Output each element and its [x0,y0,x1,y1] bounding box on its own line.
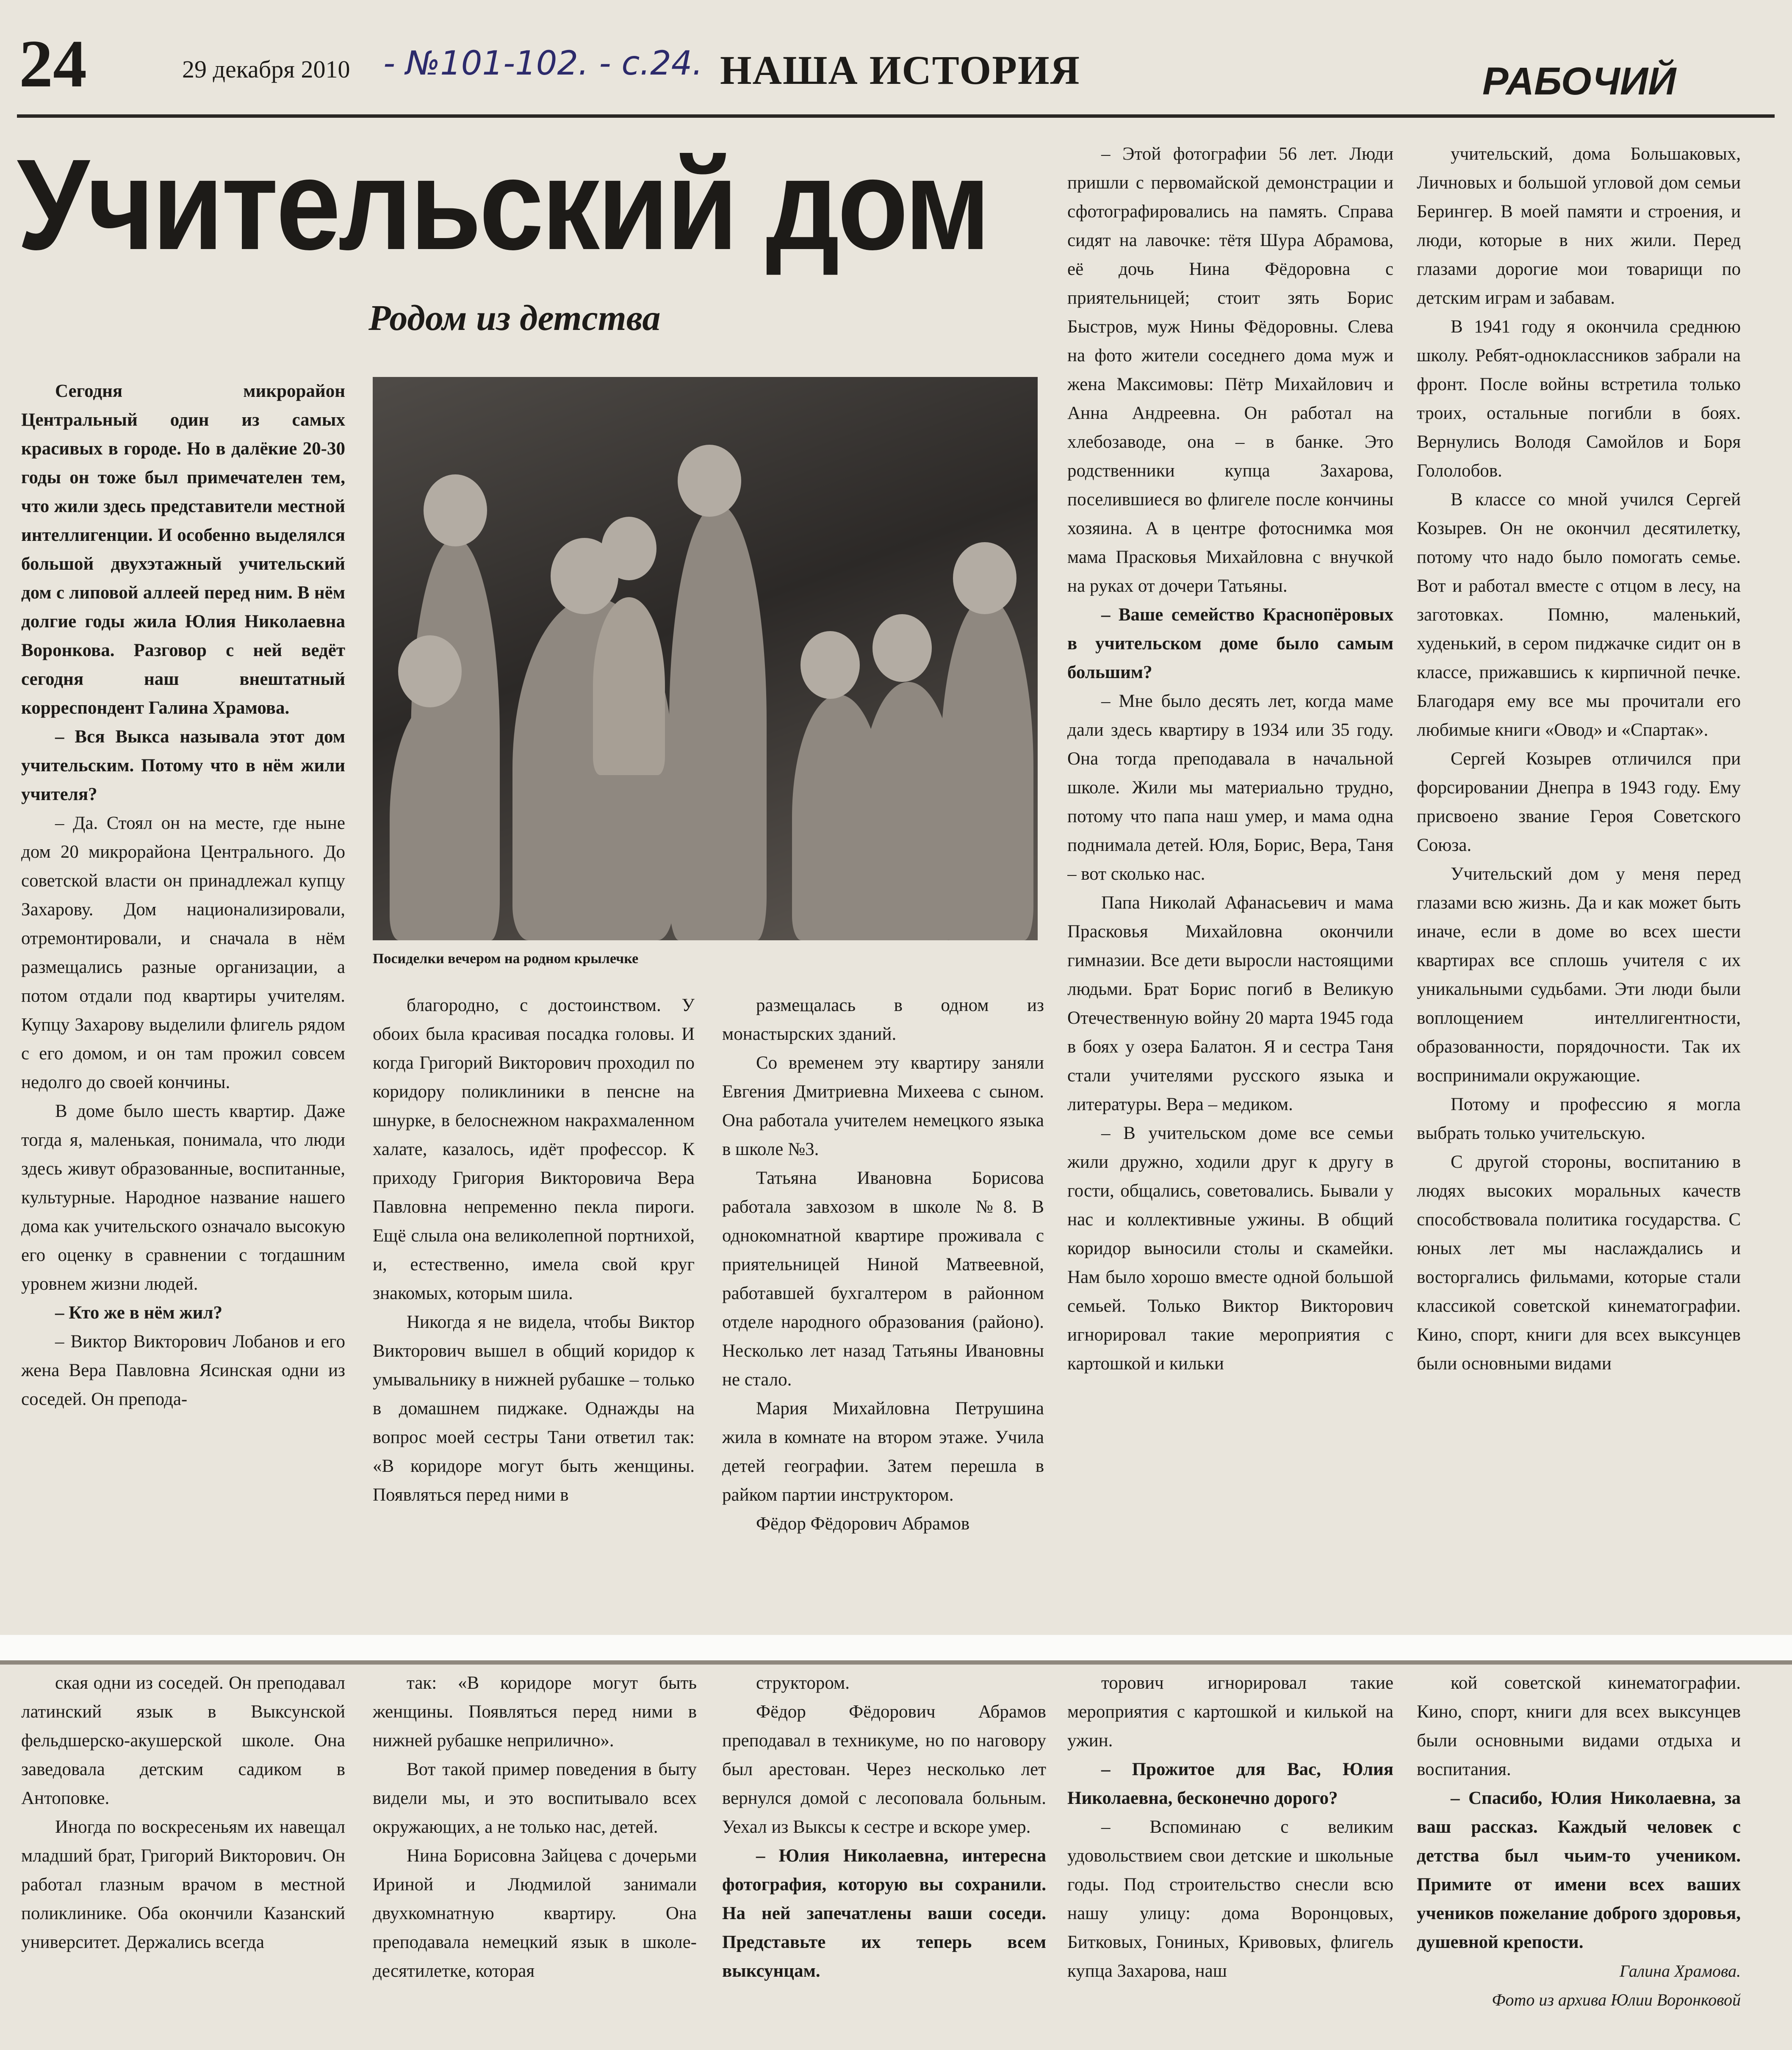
paragraph: – Кто же в нём жил? [55,1303,223,1323]
article-column-1 [21,377,345,1635]
paragraph: – Виктор Викторович Лобанов и его жена Вера Павловна Ясинская одни из соседей. Он препода- [21,1332,345,1409]
paragraph: кой советской кинематографии. Кино, спорт, книги для всех выксунцев были основными видами отдыха и воспитания. [1417,1673,1741,1779]
paragraph: В 1941 году я окончила среднюю школу. Ребят-одноклассников забрали на фронт. После войны встретила только троих, остальные погибли в боях. Вернулись Володя Самойлов и Боря Гололобов. [1417,317,1741,481]
photo-credit: Фото из архива Юлии Воронковой [1492,1990,1741,2009]
paragraph: – Вся Выкса называла этот дом учительским. Потому что в нём жили учителя? [21,727,345,804]
paragraph: так: «В коридоре могут быть женщины. Появляться перед ними в нижней рубашке неприлично». [373,1673,697,1751]
paragraph: размещалась в одном из монастырских зданий. [722,995,1044,1044]
paragraph: Сегодня микрорайон Центральный один из самых красивых в городе. Но в далёкие 20-30 годы он тоже был примечателен тем, что жили здесь представители местной интеллигенции. И особенно выделялся большой двухэтажный учительский дом с липовой аллеей перед ним. В нём долгие годы жила Юлия Николаевна Воронкова. Разговор с ней ведёт сегодня наш внештатный корреспондент Галина Храмова. [21,381,345,718]
paragraph: – Прожитое для Вас, Юлия Николаевна, бесконечно дорого? [1067,1759,1393,1808]
paragraph: Сергей Козырев отличился при форсировании Днепра в 1943 году. Ему присвоено звание Героя Советского Союза. [1417,749,1741,855]
article-title: Учительский дом [17,132,989,277]
paragraph: Фёдор Фёдорович Абрамов преподавал в техникуме, но по наговору был арестован. Через несколько лет вернулся домой с лесоповала больным. Уехал из Выксы к сестре и вскоре умер. [722,1702,1046,1837]
paragraph: – Юлия Николаевна, интересна фотография, которую вы сохранили. На ней запечатлены ваши соседи. Представьте их теперь всем выксунцам. [722,1846,1046,1981]
paragraph: – Ваше семейство Краснопёровых в учительском доме было самым большим? [1067,605,1393,682]
page-number: 24 [19,26,87,101]
paragraph: Папа Николай Афанасьевич и мама Прасковья Михайловна окончили гимназии. Все дети выросли настоящими людьми. Брат Борис погиб в Великую Отечественную войну 20 марта 1945 года в боях у озера Балатон. Я и сестра Таня стали учителями русского языка и литературы. Вера – медиком. [1067,893,1393,1114]
article-column-4 [1067,140,1393,1635]
paragraph: Со временем эту квартиру заняли Евгения Дмитриевна Михеева с сыном. Она работала учителем немецкого языка в школе №3. [722,1053,1044,1159]
paragraph: – Спасибо, Юлия Николаевна, за ваш рассказ. Каждый человек с детства был чьим-то учеником. Примите от имени всех ваших учеников пожелание доброго здоровья, душевной крепости. [1417,1788,1741,1952]
clipping-fold [0,1635,1792,1660]
header-rule [17,114,1775,118]
paragraph: торович игнорировал такие мероприятия с картошкой и килькой на ужин. [1067,1673,1393,1751]
paragraph: Фёдор Фёдорович Абрамов [756,1514,970,1534]
article-column-2 [373,991,695,1635]
paragraph: – Мне было десять лет, когда маме дали здесь квартиру в 1934 или 35 году. Она тогда преподавала в начальной школе. Жили мы материально трудно, потому что папа наш умер, и мама одна поднимала детей. Юля, Борис, Вера, Таня – вот сколько нас. [1067,691,1393,884]
group-photo [373,377,1038,940]
bottom-column-3 [722,1669,1046,2029]
article-column-5 [1417,140,1741,1635]
paragraph: В классе со мной учился Сергей Козырев. Он не окончил десятилетку, потому что надо было помогать семье. Вот и работал вместе с отцом в лесу, на заготовках. Помню, маленький, худенький, в сером пиджачке сидит он в классе, прижавшись к кирпичной печке. Благодаря ему все мы прочитали его любимые книги «Овод» и «Спартак». [1417,490,1741,740]
paragraph: Вот такой пример поведения в быту видели мы, и это воспитывало всех окружающих, а не только нас, детей. [373,1759,697,1837]
section-title: НАША ИСТОРИЯ [720,47,1080,93]
paragraph: С другой стороны, воспитанию в людях высоких моральных качеств способствовала политика государства. С юных лет мы наслаждались и восторгались фильмами, которые стали классикой советской кинематографии. Кино, спорт, книги для всех выксунцев были основными видами [1417,1152,1741,1374]
paragraph: Потому и профессию я могла выбрать только учительскую. [1417,1094,1741,1143]
article-subtitle: Родом из детства [368,297,661,338]
paragraph: В доме было шесть квартир. Даже тогда я, маленькая, понимала, что люди здесь живут образованные, воспитанные, культурные. Народное название нашего дома как учительского означало высокую его оценку в сравнении с тогдашним уровнем жизни людей. [21,1101,345,1294]
paragraph: Нина Борисовна Зайцева с дочерьми Ириной и Людмилой занимали двухкомнатную квартиру. Она преподавала немецкий язык в школе-десятилетке, которая [373,1846,697,1981]
newspaper-logo: РАБОЧИЙ [1482,60,1676,103]
paragraph: благородно, с достоинством. У обоих была красивая посадка головы. И когда Григорий Викторович проходил по коридору поликлиники в пенсне на шнурке, в белоснежном накрахмаленном халате, казалось, идёт профессор. К приходу Григория Викторовича Вера Павловна непременно пекла пироги. Ещё слыла она великолепной портнихой, и, естественно, имела свой круг знакомых, которым шила. [373,995,695,1303]
article-column-3 [722,991,1044,1635]
bottom-column-4 [1067,1669,1393,2029]
bottom-column-2 [373,1669,697,2029]
paragraph: – В учительском доме все семьи жили дружно, ходили друг к другу в гости, общались, советовались. Бывали у нас и коллективные ужины. В общий коридор выносили столы и скамейки. Нам было хорошо вместе одной большой семьей. Только Виктор Викторович игнорировал такие мероприятия с картошкой и кильки [1067,1123,1393,1374]
bottom-column-5 [1417,1669,1741,2042]
author-signature: Галина Храмова. [1619,1961,1741,1981]
clipping-fold-shadow [0,1660,1792,1665]
issue-date: 29 декабря 2010 [182,55,350,83]
paragraph: – Этой фотографии 56 лет. Люди пришли с первомайской демонстрации и сфотографировались на память. Справа сидят на лавочке: тётя Шура Абрамова, её дочь Нина Фёдоровна с приятельницей; стоит зять Борис Быстров, муж Нины Фёдоровны. Слева на фото жители соседнего дома муж и жена Максимовы: Пётр Михайлович и Анна Андреевна. Он работал на хлебозаводе, она – в банке. Это родственники купца Захарова, поселившиеся во флигеле после кончины хозяина. А в центре фотоснимка моя мама Прасковья Михайловна с внучкой на руках от дочери Татьяны. [1067,144,1393,596]
paragraph: структором. [756,1673,850,1693]
paragraph: Татьяна Ивановна Борисова работала завхозом в школе №8. В однокомнатной квартире проживала с приятельницей Ниной Матвеевной, работавшей бухгалтером в районном отделе народного образования (районо). Несколько лет назад Татьяны Ивановны не стало. [722,1168,1044,1390]
paragraph: Никогда я не видела, чтобы Виктор Викторович вышел в общий коридор к умывальнику в нижней рубашке – только в домашнем пиджаке. Однажды на вопрос моей сестры Тани ответил так: «В коридоре могут быть женщины. Появляться перед ними в [373,1312,695,1505]
paragraph: учительский, дома Большаковых, Личновых и большой угловой дом семьи Берингер. В моей памяти и строения, и люди, которые в них жили. Перед глазами дорогие мои товарищи по детским играм и забавам. [1417,144,1741,308]
bottom-column-1 [21,1669,345,2029]
paragraph: – Да. Стоял он на месте, где ныне дом 20 микрорайона Центрального. До советской власти он принадлежал купцу Захарову. Дом национализировали, отремонтировали, и сначала в нём размещались разные организации, а потом отдали под квартиры учителям. Купцу Захарову выделили флигель рядом с его домом, и он там прожил совсем недолго до своей кончины. [21,813,345,1092]
paragraph: Мария Михайловна Петрушина жила в комнате на втором этаже. Учила детей географии. Затем перешла в райком партии инструктором. [722,1399,1044,1505]
paragraph: ская одни из соседей. Он преподавал латинский язык в Выксунской фельдшерско-акушерской школе. Она заведовала детским садиком в Антоповке. [21,1673,345,1808]
handwritten-note: - №101-102. - с.24. [383,44,703,83]
paragraph: Учительский дом у меня перед глазами всю жизнь. Да и как может быть иначе, если в доме во всех шести квартирах все сплошь учителя с их уникальными судьбами. Эти люди были воплощением интеллигентности, образованности, порядочности. Так их воспринимали окружающие. [1417,864,1741,1086]
paragraph: Иногда по воскресеньям их навещал младший брат, Григорий Викторович. Он работал глазным врачом в местной поликлинике. Оба окончили Казанский университет. Держались всегда [21,1817,345,1952]
paragraph: – Вспоминаю с великим удовольствием свои детские и школьные годы. Под строительство снесли всю нашу улицу: дома Воронцовых, Битковых, Гониных, Кривовых, флигель купца Захарова, наш [1067,1817,1393,1981]
photo-caption: Посиделки вечером на родном крылечке [373,951,639,967]
